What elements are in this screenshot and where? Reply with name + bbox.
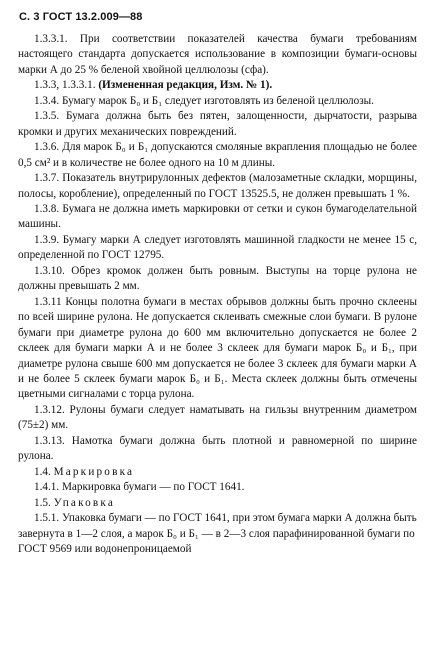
section-number: 1.4. xyxy=(34,465,54,478)
section-heading-packing xyxy=(18,496,417,511)
paragraph-1-3-9: 1.3.9. Бумагу марки А следует изготовлять машинной гладкости не менее 15 с, определенной по ГОСТ 12795. xyxy=(18,233,417,262)
paragraph-1-3-7: 1.3.7. Показатель внутрирулонных дефектов (малозаметные складки, морщины, полосы, коробление), определенный по ГОСТ 13525.5, не должен превышать 1 %. xyxy=(18,172,417,200)
section-title: Маркировка xyxy=(53,465,135,478)
amendment-clauses: 1.3.3, 1.3.3.1. xyxy=(34,79,99,92)
paragraph-1-3-4: 1.3.4. Бумагу марок Б₀ и Б₁ следует изготовлять из беленой целлюлозы. xyxy=(34,94,374,107)
paragraph-1-4-1: 1.4.1. Маркировка бумаги — по ГОСТ 1641. xyxy=(34,481,245,494)
paragraph-1-3-3-1: 1.3.3.1. При соответствии показателей качества бумаги требованиям настоящего стандарта допускается использование в композиции бумаги-основы марки А до 25 % беленой хвойной целлюлозы (сфа). xyxy=(18,33,417,76)
paragraph-1-3-10: 1.3.10. Обрез кромок должен быть ровным. Выступы на торце рулона не должны превышать 2 мм. xyxy=(18,264,417,293)
section-title: Упаковка xyxy=(53,496,116,509)
paragraph-1-3-5: 1.3.5. Бумага должна быть без пятен, залощенности, дырчатости, разрыва кромки и других механических повреждений. xyxy=(18,110,417,138)
paragraph-1-3-6: 1.3.6. Для марок Б₀ и Б₁ допускаются смоляные вкрапления площадью не более 0,5 см² и в количестве не более одного на 10 м длины. xyxy=(18,141,417,169)
amendment-label: (Измененная редакция, Изм. № 1). xyxy=(98,79,273,92)
paragraph-1-3-8: 1.3.8. Бумага не должна иметь маркировки от сетки и сукон бумагоделательной машины. xyxy=(18,202,417,231)
section-heading-marking xyxy=(18,465,417,480)
paragraph-amendment-note xyxy=(18,78,417,93)
paragraph-1-5-1: 1.5.1. Упаковка бумаги — по ГОСТ 1641, при этом бумага марки А должна быть завернута в 1—2 слоя, а марок Б₀ и Б₁ — в 2—3 слоя парафинированной бумаги по ГОСТ 9569 или водонепроницаемой xyxy=(18,512,417,555)
page-header: С. 3 ГОСТ 13.2.009—88 xyxy=(19,11,143,23)
paragraph-1-3-12: 1.3.12. Рулоны бумаги следует наматывать на гильзы внутренним диаметром (75±2) мм. xyxy=(18,403,417,432)
paragraph-1-3-13: 1.3.13. Намотка бумаги должна быть плотной и равномерной по ширине рулона. xyxy=(18,434,417,463)
paragraph-1-3-11: 1.3.11 Концы полотна бумаги в местах обрывов должны быть прочно склеены по всей ширине рулона. Не допускается склеивать смежные слои бумаги. В рулоне бумаги при диаметре рулона до 600 мм включительно допускается не более 2 склеек для бумаги марки А и не более 3 склеек для бумаги марок Б₀ и Б₁, при диаметре рулона свыше 600 мм допускается не более 3 склеек для бумаги марки А и не более 5 склеек бумаги марок Б₀ и Б₁. Места склеек должны быть отмечены цветными сигналами с торца рулона. xyxy=(18,295,417,401)
section-number: 1.5. xyxy=(34,496,54,509)
